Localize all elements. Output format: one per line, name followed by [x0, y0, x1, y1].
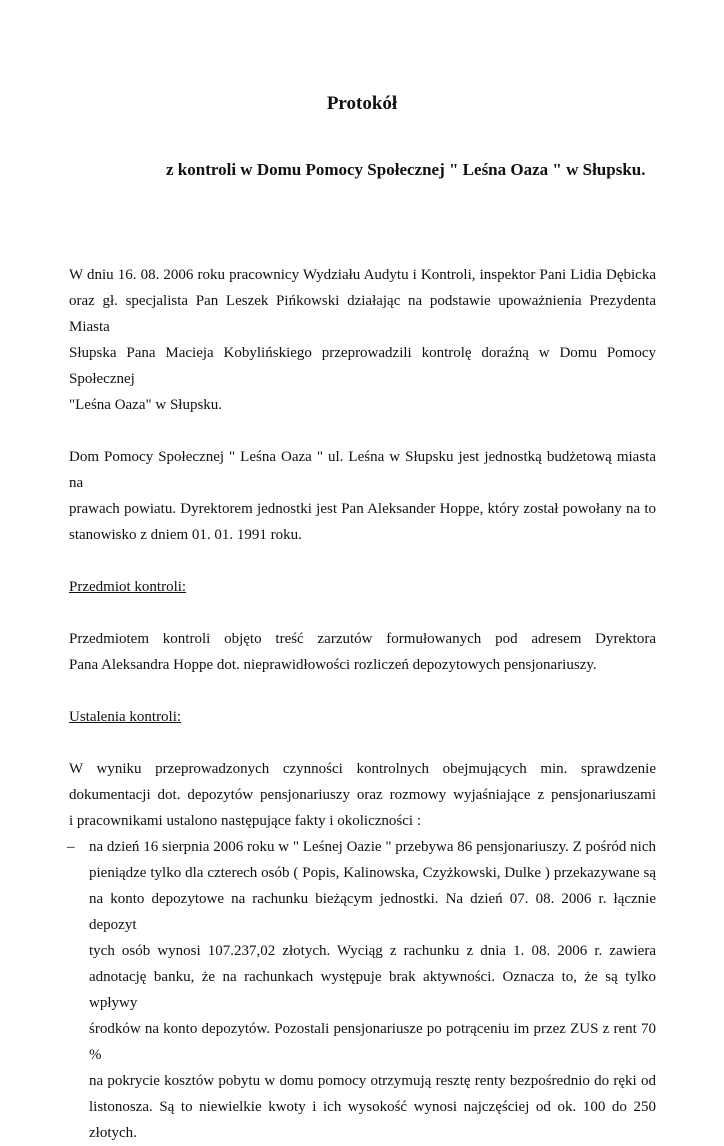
text-line: dokumentacji dot. depozytów pensjonariuszy oraz rozmowy wyjaśniające z pensjonariuszami	[69, 787, 656, 803]
text-line: na dzień 16 sierpnia 2006 roku w " Leśnej Oazie " przebywa 86 pensjonariuszy. Z pośród nich	[89, 839, 656, 855]
document-body	[69, 262, 656, 1146]
bullet-dash: –	[67, 839, 75, 855]
text-line: Przedmiotem kontroli objęto treść zarzutów formułowanych pod adresem Dyrektora	[69, 631, 656, 647]
text-line: W dniu 16. 08. 2006 roku pracownicy Wydziału Audytu i Kontroli, inspektor Pani Lidia Dębicka	[69, 267, 656, 283]
text-line: stanowisko z dniem 01. 01. 1991 roku.	[69, 527, 302, 543]
paragraph-intro	[69, 262, 656, 418]
document-subtitle: z kontroli w Domu Pomocy Społecznej " Leśna Oaza " w Słupsku.	[166, 160, 646, 179]
text-line: pieniądze tylko dla czterech osób ( Popis, Kalinowska, Czyżkowski, Dulke ) przekazywane są	[89, 865, 656, 881]
text-line: prawach powiatu. Dyrektorem jednostki jest Pan Aleksander Hoppe, który został powołany na to	[69, 501, 656, 517]
text-line: Pana Aleksandra Hoppe dot. nieprawidłowości rozliczeń depozytowych pensjonariuszy.	[69, 657, 597, 673]
text-line: i pracownikami ustalono następujące fakty i okoliczności :	[69, 813, 421, 829]
text-line: "Leśna Oaza" w Słupsku.	[69, 397, 223, 413]
paragraph-findings-intro	[69, 756, 656, 834]
document-title: Protokół	[326, 93, 398, 114]
paragraph-unit-description	[69, 444, 656, 548]
text-line: adnotację banku, że na rachunkach występuje brak aktywności. Oznacza to, że są tylko wpływy	[89, 969, 656, 1011]
text-line: listonosza. Są to niewielkie kwoty i ich wysokość wynosi najczęściej od ok. 100 do 250 złotych.	[89, 1099, 656, 1141]
paragraph-subject	[69, 626, 656, 678]
text-line: na pokrycie kosztów pobytu w domu pomocy otrzymują resztę renty bezpośrednio do ręki od	[89, 1073, 656, 1089]
list-item	[69, 834, 656, 1146]
text-line: na konto depozytowe na rachunku bieżącym jednostki. Na dzień 07. 08. 2006 r. łącznie depozyt	[89, 891, 656, 933]
text-line: Dom Pomocy Społecznej " Leśna Oaza " ul. Leśna w Słupsku jest jednostką budżetową miasta na	[69, 449, 656, 491]
text-line: Słupska Pana Macieja Kobylińskiego przeprowadzili kontrolę doraźną w Domu Pomocy Społecznej	[69, 345, 656, 387]
section-heading-subject: Przedmiot kontroli:	[69, 579, 187, 595]
text-line: środków na konto depozytów. Pozostali pensjonariusze po potrąceniu im przez ZUS z rent 70 %	[89, 1021, 656, 1063]
text-line: W wyniku przeprowadzonych czynności kontrolnych obejmujących min. sprawdzenie	[69, 761, 656, 777]
text-line: tych osób wynosi 107.237,02 złotych. Wyciąg z rachunku z dnia 1. 08. 2006 r. zawiera	[89, 943, 656, 959]
section-heading-findings: Ustalenia kontroli:	[69, 709, 182, 725]
text-line: oraz gł. specjalista Pan Leszek Pińkowski działając na podstawie upoważnienia Prezydenta Miasta	[69, 293, 656, 335]
